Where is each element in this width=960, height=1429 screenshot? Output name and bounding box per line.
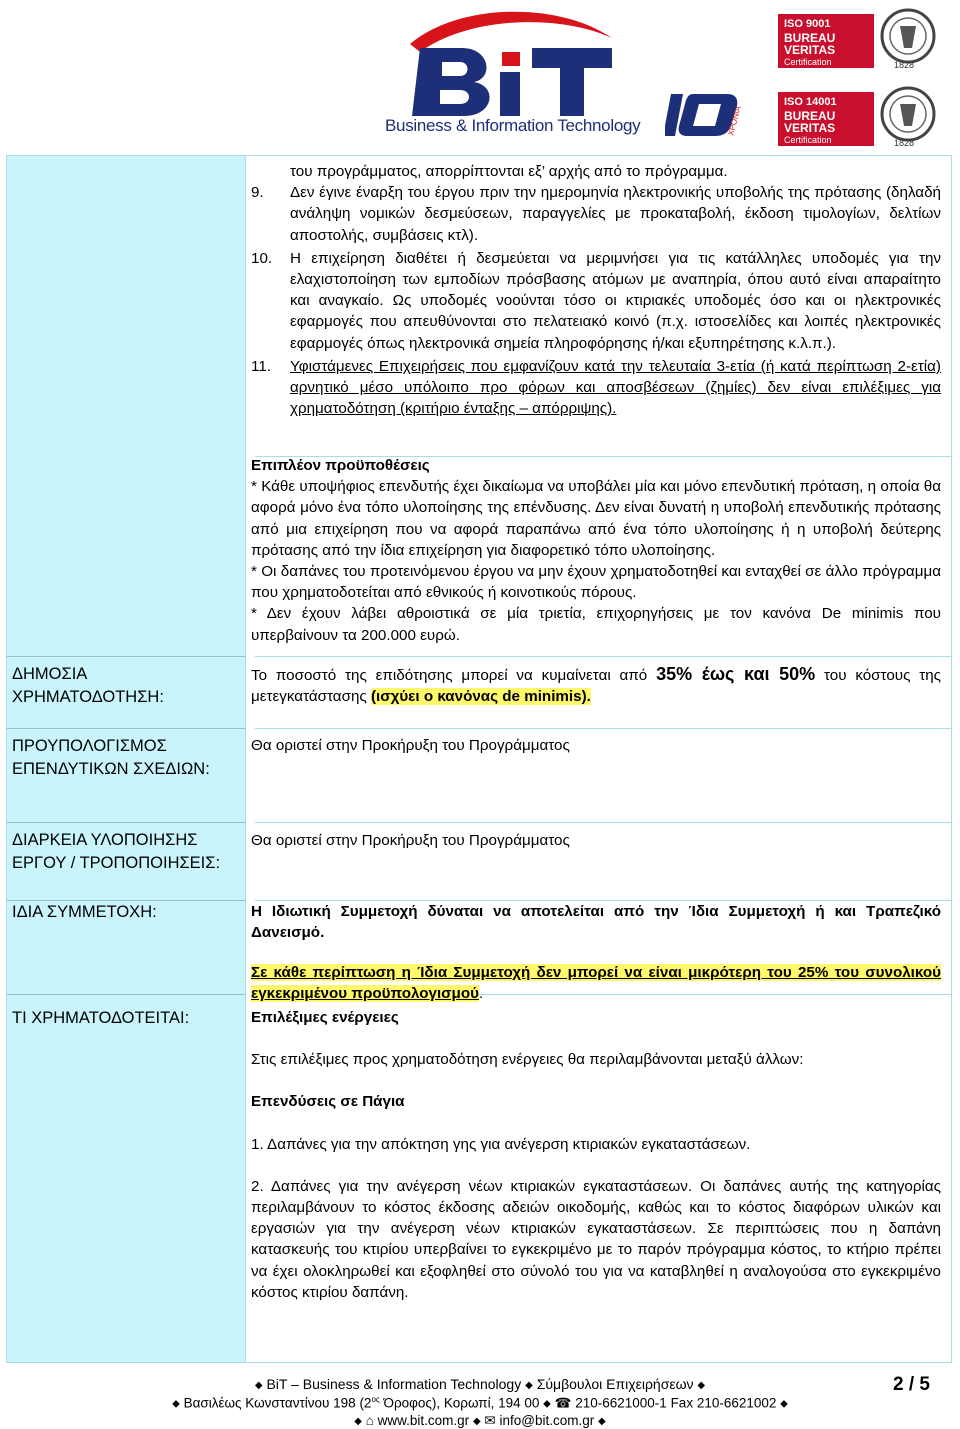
footer-website-link[interactable]: www.bit.com.gr (377, 1413, 470, 1428)
highlighted-text: Σε κάθε περίπτωση η Ίδια Συμμετοχή δεν μπορεί να είναι μικρότερη του 25% του συνολικού εγκεκριμένου προϋπολογισμού (251, 964, 941, 1003)
footer-contact-line (0, 1413, 960, 1429)
paragraph: * Οι δαπάνες του προτεινόμενου έργου να μην έχουν χρηματοδοτηθεί και ενταχθεί σε άλλο πρόγραμμα που χρηματοδοτείται από εθνικούς ή κοινοτικούς πόρους. (251, 563, 941, 602)
section-heading: Επιλέξιμες ενέργειες (251, 1009, 399, 1026)
own-participation-label: ΙΔΙΑ ΣΥΜΜΕΤΟΧΗ: (12, 903, 157, 921)
section-heading: Επιπλέον προϋποθέσεις (251, 457, 430, 474)
iso-14001-certificate (778, 86, 918, 150)
phone-icon: ☎ (554, 1395, 572, 1411)
footer-address: Όροφος), Κορωπί, 194 00 (379, 1395, 540, 1411)
list-item-number: 9. (251, 184, 264, 202)
text: . (478, 985, 484, 1003)
footer-company-line (0, 1376, 960, 1392)
row-divider (7, 728, 245, 729)
cert-year: 1828 (894, 60, 915, 70)
paragraph: 1. Δαπάνες για την απόκτηση γης για ανέγερση κτιριακών εγκαταστάσεων. (251, 1135, 751, 1153)
own-participation-note (251, 962, 941, 1004)
diamond-icon: ◆ (598, 1416, 606, 1427)
list-item-text: Υφιστάμενες Επιχειρήσεις που εμφανίζουν κατά την τελευταία 3-ετία (ή κατά περίπτωση 2-ετία) αρνητικό μέσο υπόλοιπο προ φόρων και αποσβέσεων (ζημίες) δεν είναι επιλέξιμες για χρηματοδότηση (κριτήριο ένταξης – απόρριψης). (290, 357, 941, 418)
anniversary-text: ΧΡΟΝΙΑ (726, 104, 743, 137)
funded-items-content (251, 1007, 941, 1303)
row-divider (255, 728, 951, 729)
list-item-number: 11. (251, 357, 271, 375)
own-participation-text: Η Ιδιωτική Συμμετοχή δύναται να αποτελείται από την Ίδια Συμμετοχή ή και Τραπεζικό Δανεισμό. (251, 903, 941, 942)
sub-heading: Επενδύσεις σε Πάγια (251, 1093, 405, 1111)
paragraph: 2. Δαπάνες για την ανέγερση νέων κτιριακών εγκαταστάσεων. Οι δαπάνες αυτής της κατηγορίας περιλαμβάνουν το κόστος έκδοσης αδειών οικοδομής, καθώς και το κόστος διαφόρων υλικών και εργασιών για την ανέγερση νέων κτιριακών εγκαταστάσεων. Σε περιπτώσεις που η δαπάνη κατασκευής του κτιρίου υπερβαίνει το εγκεκριμένο με το παρόν πρόγραμμα κόστος, το κτήριο πρέπει να έχει ολοκληρωθεί και εξοφληθεί στο σύνολό του για να καταβληθεί η αναλογούσα στο εγκεκριμένο κόστος κτιρίου δαπάνη. (251, 1177, 941, 1301)
list-item-number: 10. (251, 249, 273, 267)
funded-items-label: ΤΙ ΧΡΗΜΑΤΟΔΟΤΕΙΤΑΙ: (12, 1009, 190, 1027)
page-number: 2 / 5 (893, 1374, 930, 1395)
duration-text: Θα οριστεί στην Προκήρυξη του Προγράμματος (251, 832, 570, 849)
footer-company: BiT – Business & Information Technology (266, 1376, 522, 1392)
diamond-icon: ◆ (172, 1398, 180, 1410)
budget-text: Θα οριστεί στην Προκήρυξη του Προγράμματος (251, 737, 570, 754)
paragraph: Στις επιλέξιμες προς χρηματοδότηση ενέργειες θα περιλαμβάνονται μεταξύ άλλων: (251, 1051, 804, 1069)
diamond-icon: ◆ (780, 1398, 788, 1410)
row-divider (255, 822, 951, 823)
list-item-text: Η επιχείρηση διαθέτει ή δεσμεύεται να μεριμνήσει για τις κατάλληλες υποδομές για την ελαχιστοποίηση των εμποδίων πρόσβασης ατόμων με αναπηρία, όπου αυτό είναι απαραίτητο και αναγκαίο. Ως υποδομές νοούνται τόσο οι κτιριακές υποδομές όσο και οι ηλεκτρονικές εφαρμογές που απευθύνονται στο πελατειακό κοινό (π.χ. ιστοσελίδες και λοιπές ηλεκτρονικές εφαρμογές όπως ηλεκτρονικά σημεία πληροφόρησης ή/και εξυπηρέτησης κ.λ.π.). (290, 249, 941, 352)
list-item-text: του προγράμματος, απορρίπτονται εξ’ αρχής από το πρόγραμμα. (290, 163, 728, 180)
cert-badge (778, 14, 874, 68)
text: Το ποσοστό της επιδότησης μπορεί να κυμαίνεται από (251, 667, 657, 684)
percentage-range: 35% έως και 50% (656, 664, 816, 684)
bit-logo (390, 8, 630, 118)
public-funding-text (251, 664, 941, 707)
budget-label: ΠΡΟΥΠΟΛΟΓΙΣΜΟΣ ΕΠΕΝΔΥΤΙΚΩΝ ΣΧΕΔΙΩΝ: (12, 737, 210, 778)
row-divider (255, 656, 951, 657)
page-footer (0, 1370, 960, 1429)
row-divider (7, 656, 245, 657)
row-divider (7, 994, 245, 995)
list-item-text: Δεν έγινε έναρξη του έργου πριν την ημερομηνία ηλεκτρονικής υποβολής της πρότασης (δηλαδή ανάληψη νομικών δεσμεύσεων, παραγγελίες με προκαταβολή, έκδοση τιμολογίων, δελτίων αποστολής, συμβάσεις κτλ). (290, 184, 941, 244)
cert-code: ISO 14001 (784, 96, 837, 108)
anniversary-logo (665, 90, 745, 140)
extra-conditions (251, 455, 941, 646)
list-item (251, 356, 941, 420)
public-funding-label: ΔΗΜΟΣΙΑ ΧΡΗΜΑΤΟΔΟΤΗΣΗ: (12, 665, 164, 706)
cert-label: Certification (784, 57, 832, 67)
footer-email-link[interactable]: info@bit.com.gr (499, 1413, 595, 1428)
row-divider (7, 822, 245, 823)
list-item (251, 182, 941, 246)
cert-org: BUREAU VERITAS (784, 109, 836, 135)
paragraph: * Κάθε υποψήφιος επενδυτής έχει δικαίωμα να υποβάλει μία και μόνο επενδυτική πρόταση, η οποία θα αφορά μόνο ένα τόπο υλοποίησης της επένδυσης. Δεν είναι δυνατή η υποβολή επενδυτικής πρότασης από μια επιχείρηση που να αφορά παραπάνω από ένα τόπο υλοποίησης ή η υποβολή δεύτερης πρότασης από την ίδια επιχείρηση για διαφορετικό τόπο υλοποίησης. (251, 478, 941, 559)
diamond-icon: ◆ (254, 1380, 263, 1391)
cert-label: Certification (784, 135, 832, 145)
text: του κόστους της μετεγκατάστασης (251, 667, 941, 706)
diamond-icon: ◆ (472, 1416, 481, 1427)
eligibility-list (251, 161, 941, 419)
mail-icon: ✉ (484, 1413, 496, 1428)
company-tagline: Business & Information Technology (385, 116, 641, 135)
list-item (251, 248, 941, 354)
diamond-icon: ◆ (697, 1380, 706, 1391)
page-header (0, 0, 960, 155)
diamond-icon: ◆ (543, 1398, 551, 1410)
superscript: ος (371, 1395, 380, 1404)
iso-9001-certificate (778, 8, 918, 72)
footer-phone: 210-6621000-1 Fax 210-6621002 (575, 1395, 777, 1411)
cert-org: BUREAU VERITAS (784, 31, 836, 57)
diamond-icon: ◆ (525, 1380, 533, 1391)
highlighted-text: (ισχύει ο κανόνας de minimis). (370, 688, 591, 706)
cert-year: 1828 (894, 138, 915, 148)
paragraph: * Δεν έχουν λάβει αθροιστικά σε μία τριετία, επιχορηγήσεις με τον κανόνα De minimis που υπερβαίνουν τα 200.000 ευρώ. (251, 605, 941, 644)
cert-badge (778, 92, 874, 146)
diamond-icon: ◆ (354, 1416, 362, 1427)
web-icon: ⌂ (365, 1413, 374, 1428)
duration-label: ΔΙΑΡΚΕΙΑ ΥΛΟΠΟΙΗΣΗΣ ΕΡΓΟΥ / ΤΡΟΠΟΠΟΙΗΣΕΙΣ: (12, 831, 221, 872)
footer-address: Βασιλέως Κωνσταντίνου 198 (2 (183, 1395, 372, 1411)
footer-services: Σύμβουλοι Επιχειρήσεων (536, 1376, 694, 1392)
cert-code: ISO 9001 (784, 18, 831, 30)
list-item (251, 161, 941, 182)
footer-address-line (0, 1395, 960, 1412)
